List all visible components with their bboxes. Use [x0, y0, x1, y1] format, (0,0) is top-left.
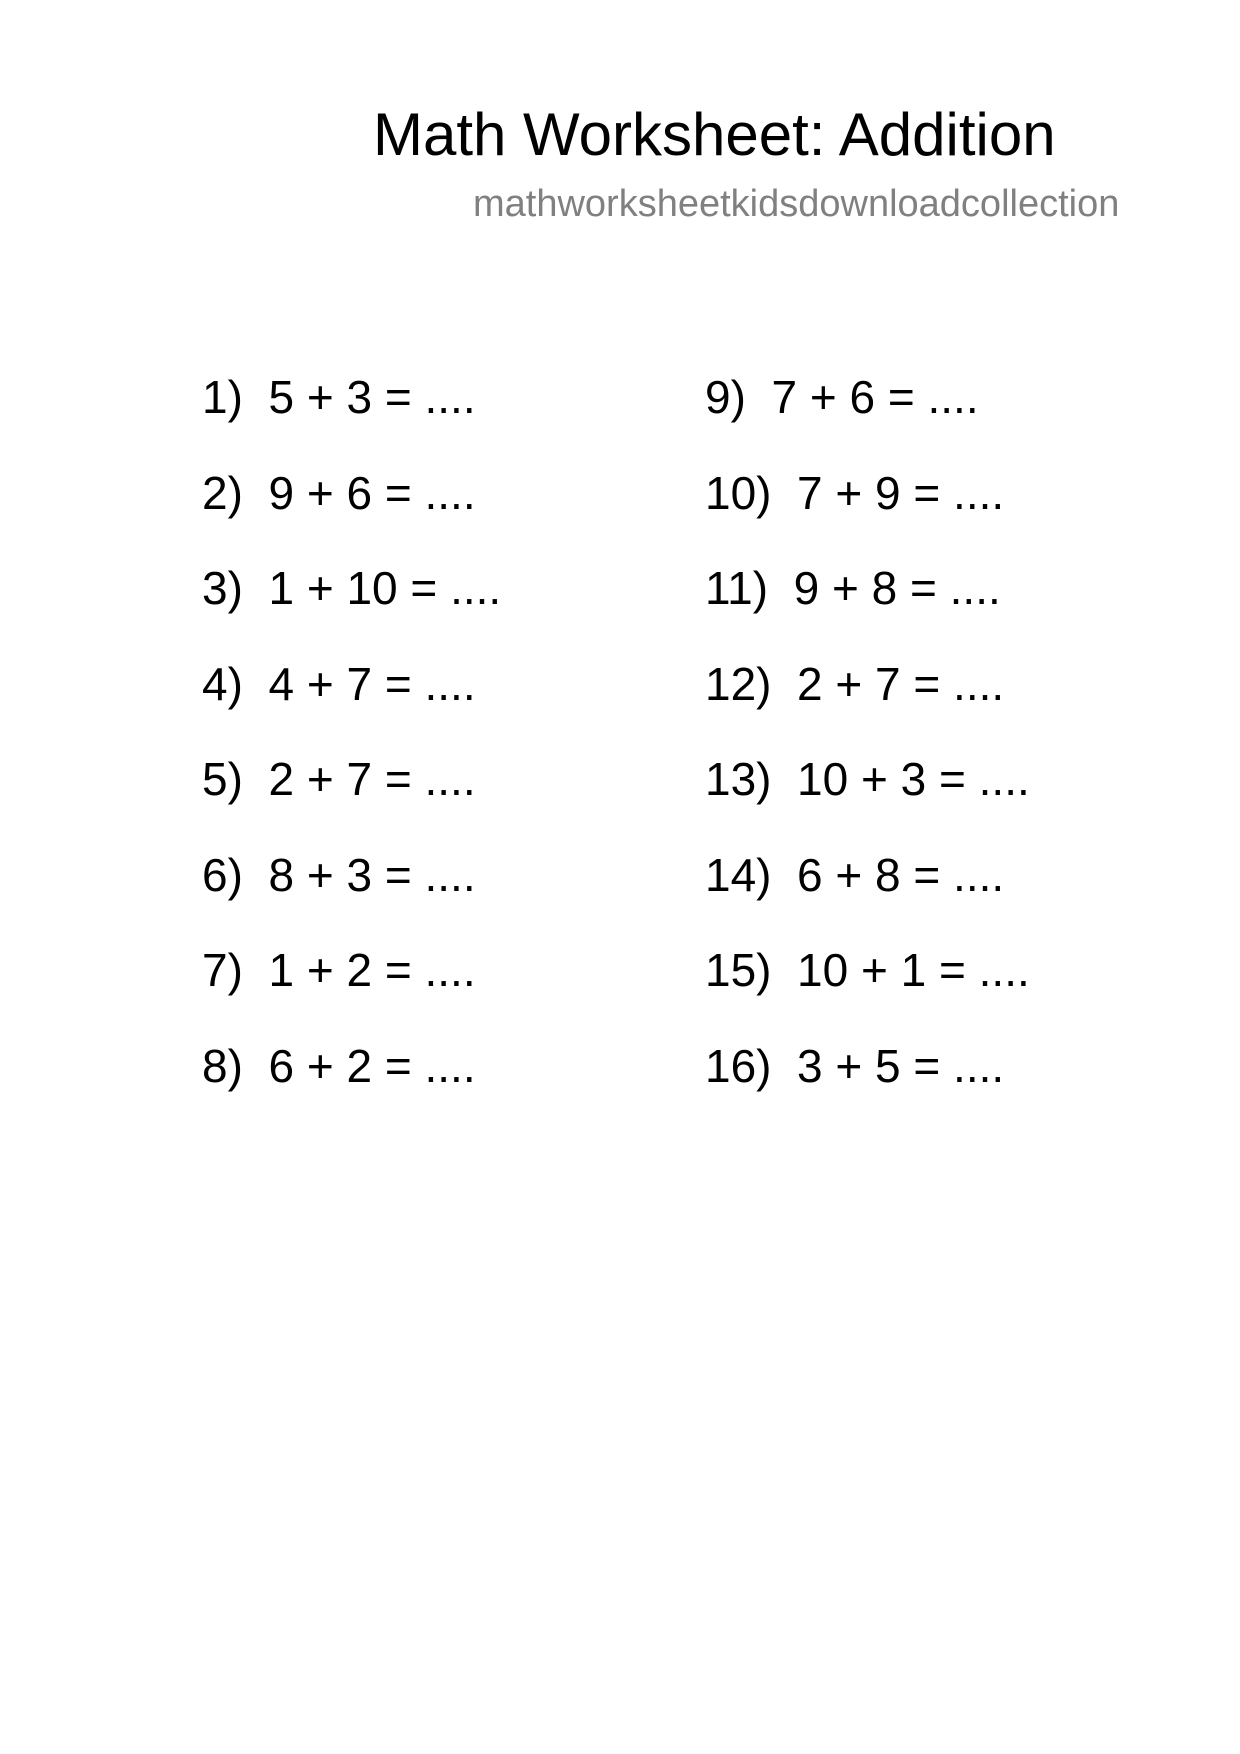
problem-expression: 5 + 3 = .... — [268, 371, 476, 423]
problem-number: 10) — [705, 466, 772, 519]
problem-item — [202, 637, 501, 733]
problem-expression: 9 + 8 = .... — [793, 562, 1001, 614]
problem-number: 9) — [705, 371, 746, 423]
problem-expression: 10 + 1 = .... — [797, 944, 1030, 996]
problem-number: 2) — [202, 466, 243, 519]
problems-left-column — [202, 350, 501, 1114]
problem-number: 16) — [705, 1039, 772, 1092]
problem-expression: 6 + 2 = .... — [268, 1039, 476, 1092]
problem-expression: 9 + 6 = .... — [268, 466, 476, 519]
worksheet-title: Math Worksheet: Addition — [373, 101, 1056, 168]
problem-item — [202, 1019, 501, 1115]
worksheet-subtitle: mathworksheetkidsdownloadcollection — [473, 183, 1120, 225]
problem-item — [202, 732, 501, 828]
problem-item — [202, 541, 501, 637]
problem-number: 15) — [705, 944, 772, 996]
problem-expression: 7 + 9 = .... — [797, 466, 1005, 519]
problem-expression: 2 + 7 = .... — [797, 657, 1005, 710]
problem-item — [705, 1019, 1030, 1115]
problems-right-column — [705, 350, 1030, 1114]
problem-number: 12) — [705, 657, 772, 710]
problem-item — [705, 732, 1030, 828]
problem-expression: 1 + 10 = .... — [268, 562, 502, 614]
problem-item — [202, 446, 501, 542]
problem-expression: 4 + 7 = .... — [268, 657, 476, 710]
problem-number: 3) — [202, 562, 243, 614]
problem-item — [705, 446, 1030, 542]
problem-expression: 8 + 3 = .... — [268, 848, 476, 901]
problem-item — [202, 923, 501, 1019]
problem-number: 8) — [202, 1039, 243, 1092]
problem-expression: 7 + 6 = .... — [771, 371, 979, 423]
problem-number: 1) — [202, 371, 243, 423]
problem-item — [705, 350, 1030, 446]
problem-expression: 2 + 7 = .... — [268, 753, 476, 805]
problem-expression: 3 + 5 = .... — [797, 1039, 1005, 1092]
problem-item — [202, 828, 501, 924]
problem-number: 13) — [705, 753, 772, 805]
problem-expression: 10 + 3 = .... — [797, 753, 1030, 805]
problem-item — [705, 637, 1030, 733]
problem-number: 7) — [202, 944, 243, 996]
problem-item — [202, 350, 501, 446]
problem-number: 11) — [705, 562, 769, 614]
problem-number: 4) — [202, 657, 243, 710]
problem-expression: 1 + 2 = .... — [268, 944, 476, 996]
problem-number: 6) — [202, 848, 243, 901]
problem-number: 14) — [705, 848, 772, 901]
problem-number: 5) — [202, 753, 243, 805]
problem-expression: 6 + 8 = .... — [797, 848, 1005, 901]
problem-item — [705, 541, 1030, 637]
problem-item — [705, 923, 1030, 1019]
problem-item — [705, 828, 1030, 924]
